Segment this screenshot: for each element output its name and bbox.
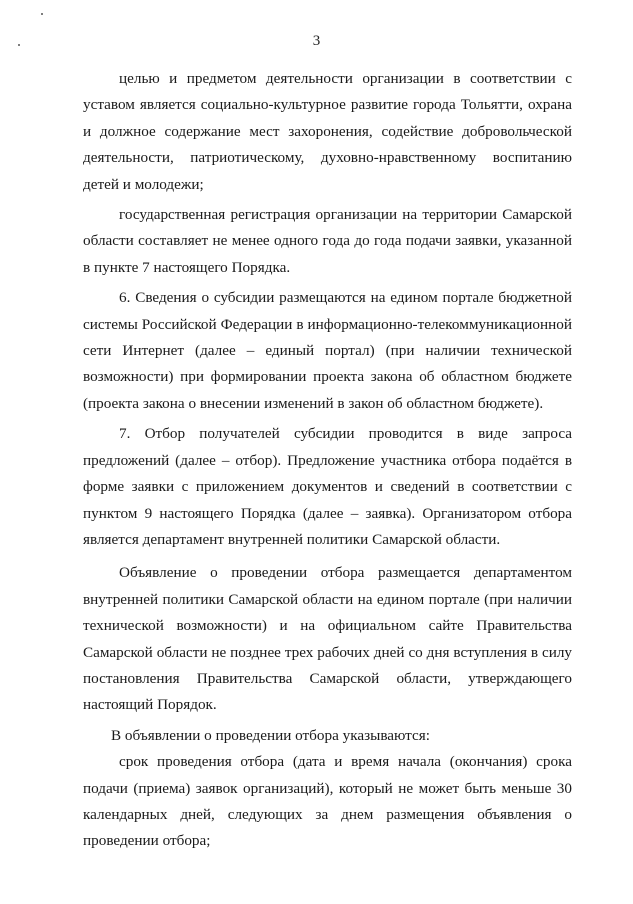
paragraph-announcement-contents: В объявлении о проведении отбора указываются: — [111, 726, 430, 744]
paragraph-announcement: Объявление о проведении отбора размещается департаментом внутренней политики Самарской области на едином портале (при наличии технической возможности) и на официальном сайте Правительства Самарской области не позднее трех рабочих дней со дня вступления в силу постановления Правительства Самарской области, утверждающего настоящий Порядок. — [83, 564, 572, 714]
scan-speck — [41, 13, 43, 15]
document-body — [83, 66, 572, 855]
paragraph-registration: государственная регистрация организации на территории Самарской области составляет не менее одного года до года подачи заявки, указанной в пункте 7 настоящего Порядка. — [83, 206, 572, 276]
paragraph-selection-deadline: срок проведения отбора (дата и время начала (окончания) срока подачи (приема) заявок организаций), который не может быть меньше 30 календарных дней, следующих за днем размещения объявления о проведении отбора; — [83, 753, 572, 850]
page-number: 3 — [312, 33, 321, 49]
paragraph-6-subsidy-info: 6. Сведения о субсидии размещаются на едином портале бюджетной системы Российской Федерации в информационно-телекоммуникационной сети Интернет (далее – единый портал) (при наличии технической возможности) при формировании проекта закона об областном бюджете (проекта закона о внесении изменений в закон об областном бюджете). — [83, 289, 572, 412]
paragraph-7-selection: 7. Отбор получателей субсидии проводится в виде запроса предложений (далее – отбор). Предложение участника отбора подаётся в форме заявки с приложением документов и сведений в соответствии с пунктом 9 настоящего Порядка (далее – заявка). Организатором отбора является департамент внутренней политики Самарской области. — [83, 425, 572, 548]
paragraph-goals: целью и предметом деятельности организации в соответствии с уставом является социально-культурное развитие города Тольятти, охрана и должное содержание мест захоронения, содействие добровольческой деятельности, патриотическому, духовно-нравственному воспитанию детей и молодежи; — [83, 70, 572, 193]
